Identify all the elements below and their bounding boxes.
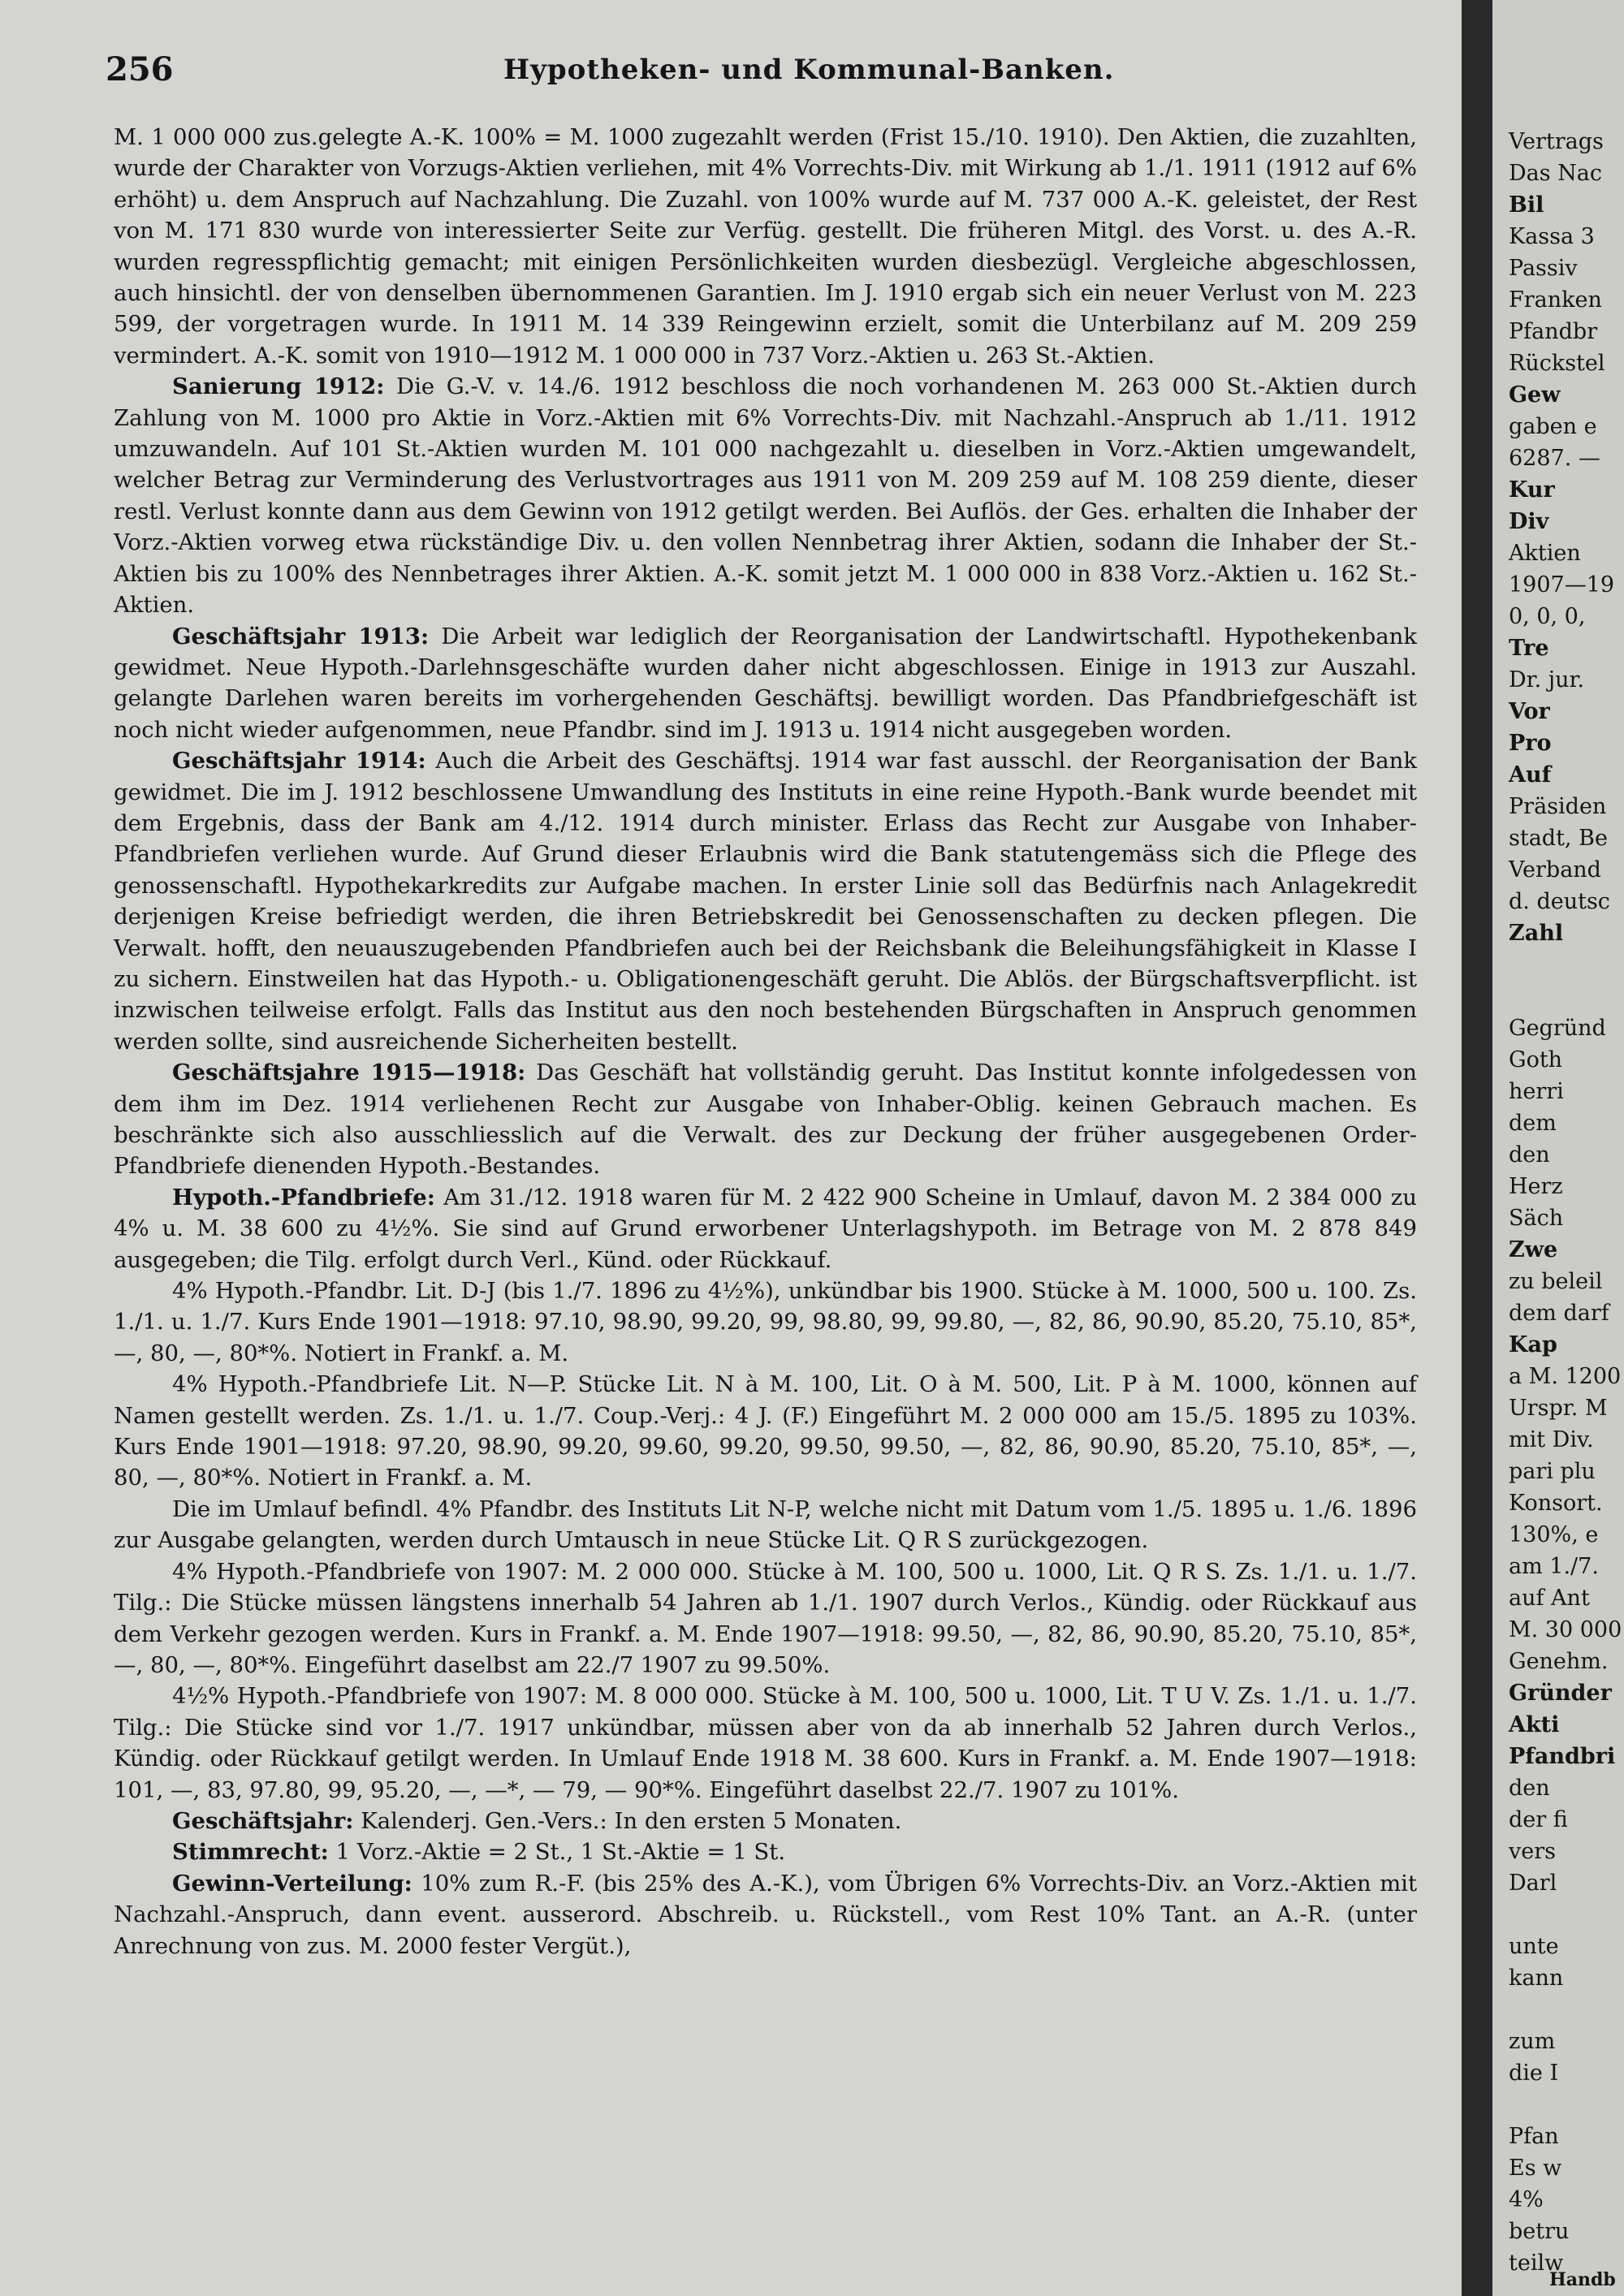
facing-page-line: a M. 1200 bbox=[1509, 1364, 1622, 1389]
paragraph-text: Die G.-V. v. 14./6. 1912 beschloss die noch vorhandenen M. 263 000 St.-Aktien durch Zahlung von M. 1000 pro Aktie in Vorz.-Aktien mit 6% Vorrechts-Div. mit Nachzahl.-Anspruch ab 1./11. 1912 umzuwandeln. Auf 101 St.-Aktien wurden M. 101 000 nachgezahlt u. dieselben in Vorz.-Aktien umgewandelt, welcher Betrag zur Verminderung des Verlustvortrages aus 1911 von M. 209 259 auf M. 108 259 diente, dieser restl. Verlust konnte dann aus dem Gewinn von 1912 getilgt werden. Bei Auflös. der Ges. erhalten die Inhaber der Vorz.-Aktien vorweg etwa rückständige Div. u. den vollen Nennbetrag ihrer Aktien, sodann die Inhaber der St.-Aktien bis zu 100% des Nennbetrages ihrer Aktien. A.-K. somit jetzt M. 1 000 000 in 838 Vorz.-Aktien u. 162 St.-Aktien. bbox=[114, 373, 1417, 619]
facing-page-line: pari plu bbox=[1509, 1459, 1596, 1484]
paragraph bbox=[114, 1275, 1417, 1369]
page-number: 256 bbox=[106, 50, 174, 88]
facing-page-line: Akti bbox=[1509, 1712, 1560, 1737]
facing-page-line: d. deutsc bbox=[1509, 889, 1610, 914]
page-body bbox=[114, 122, 1417, 1962]
paragraph-text: 1 Vorz.-Aktie = 2 St., 1 St.-Aktie = 1 St. bbox=[335, 1839, 786, 1866]
facing-page-line: dem darf bbox=[1509, 1301, 1609, 1326]
facing-page-line: Franken bbox=[1509, 287, 1602, 313]
facing-page-line: dem bbox=[1509, 1111, 1557, 1136]
facing-page-line: auf Ant bbox=[1509, 1586, 1590, 1611]
facing-page-line: Urspr. M bbox=[1509, 1396, 1608, 1421]
paragraph-lead: Geschäftsjahr 1914: bbox=[172, 748, 426, 775]
facing-page-line: herri bbox=[1509, 1079, 1564, 1104]
paragraph bbox=[114, 1494, 1417, 1556]
facing-page-line bbox=[1509, 1899, 1624, 1931]
facing-page-line: kann bbox=[1509, 1966, 1564, 1991]
facing-page-line bbox=[1509, 2089, 1624, 2121]
paragraph bbox=[114, 1369, 1417, 1494]
paragraph-lead: Gewinn-Verteilung: bbox=[172, 1870, 412, 1897]
facing-page-line bbox=[1509, 949, 1624, 981]
paragraph-text: M. 1 000 000 zus.gelegte A.-K. 100% = M. 1000 zugezahlt werden (Frist 15./10. 1910). Den Aktien, die zuzahlten, wurde der Charakter von Vorzugs-Aktien verliehen, mit 4% Vorrechts-Div. mit Wirkung ab 1./1. 1911 (1912 auf 6% erhöht) u. dem Anspruch auf Nachzahlung. Die Zuzahl. von 100% wurde auf M. 737 000 A.-K. geleistet, der Rest von M. 171 830 wurde von interessierter Seite zur Verfüg. gestellt. Die früheren Mitgl. des Vorst. u. des A.-R. wurden regresspflichtig gemacht; mit einigen Persönlichkeiten wurden diesbezügl. Vergleiche abgeschlossen, auch hinsichtl. der von denselben übernommenen Garantien. Im J. 1910 ergab sich ein neuer Verlust von M. 223 599, der vorgetragen wurde. In 1911 M. 14 339 Reingewinn erzielt, somit die Unterbilanz auf M. 209 259 vermindert. A.-K. somit von 1910—1912 M. 1 000 000 in 737 Vorz.-Aktien u. 263 St.-Aktien. bbox=[114, 124, 1417, 369]
facing-page-line bbox=[1509, 981, 1624, 1012]
facing-page-line: den bbox=[1509, 1142, 1550, 1167]
paragraph-text: 4½% Hypoth.-Pfandbriefe von 1907: M. 8 000 000. Stücke à M. 100, 500 u. 1000, Lit. T U V. Zs. 1./1. u. 1./7. Tilg.: Die Stücke sind vor 1./7. 1917 unkündbar, müssen aber von da ab innerhalb 52 Jahren durch Verlos., Kündig. oder Rückkauf getilgt werden. In Umlauf Ende 1918 M. 38 600. Kurs in Frankf. a. M. Ende 1907—1918: 101, —, 83, 97.80, 99, 95.20, —, —*, — 79, — 90*%. Eingeführt daselbst 22./7. 1907 zu 101%. bbox=[114, 1683, 1417, 1803]
facing-page-line: Rückstel bbox=[1509, 351, 1605, 376]
facing-page-line: Präsiden bbox=[1509, 794, 1607, 819]
facing-page-line: Säch bbox=[1509, 1206, 1564, 1231]
facing-page-line: Goth bbox=[1509, 1047, 1563, 1072]
facing-page-line: den bbox=[1509, 1776, 1550, 1801]
facing-page-line: 4% bbox=[1509, 2187, 1544, 2212]
facing-page-line: Es w bbox=[1509, 2156, 1562, 2181]
facing-page-line: Bil bbox=[1509, 192, 1544, 218]
facing-page-line: Pfandbri bbox=[1509, 1744, 1616, 1769]
paragraph-text: 10% zum R.-F. (bis 25% des A.-K.), vom Übrigen 6% Vorrechts-Div. an Vorz.-Aktien mit Nachzahl.-Anspruch, dann event. ausserord. Abschreib. u. Rückstell., vom Rest 10% Tant. an A.-R. (unter Anrechnung von zus. M. 2000 fester Vergüt.), bbox=[114, 1870, 1417, 1959]
paragraph-lead: Geschäftsjahre 1915—1918: bbox=[172, 1060, 526, 1086]
paragraph bbox=[114, 371, 1417, 620]
paragraph-lead: Stimmrecht: bbox=[172, 1839, 329, 1866]
facing-page-line: gaben e bbox=[1509, 414, 1597, 439]
facing-page-line: Pro bbox=[1509, 731, 1552, 756]
facing-page-line: mit Div. bbox=[1509, 1427, 1594, 1452]
facing-page-line: Passiv bbox=[1509, 256, 1578, 281]
paragraph-text: Am 31./12. 1918 waren für M. 2 422 900 Scheine in Umlauf, davon M. 2 384 000 zu 4% u. M. 38 600 zu 4½%. Sie sind auf Grund erworbener Unterlagshypoth. im Betrage von M. 2 878 849 ausgegeben; die Tilg. erfolgt durch Verl., Künd. oder Rückkauf. bbox=[114, 1184, 1418, 1273]
facing-page-line: der fi bbox=[1509, 1807, 1568, 1832]
facing-page-line: Genehm. bbox=[1509, 1649, 1609, 1674]
facing-page-line: Aktien bbox=[1509, 541, 1581, 566]
paragraph-text: 4% Hypoth.-Pfandbriefe Lit. N—P. Stücke Lit. N à M. 100, Lit. O à M. 500, Lit. P à M. 1000, können auf Namen gestellt werden. Zs. 1./1. u. 1./7. Coup.-Verj.: 4 J. (F.) Eingeführt M. 2 000 000 am 15./5. 1895 zu 103%. Kurs Ende 1901—1918: 97.20, 98.90, 99.20, 99.60, 99.20, 99.50, 99.50, —, 82, 86, 90.90, 85.20, 75.10, 85*, —, 80, —, 80*%. Notiert in Frankf. a. M. bbox=[114, 1371, 1417, 1491]
paragraph-text: 4% Hypoth.-Pfandbriefe von 1907: M. 2 000 000. Stücke à M. 100, 500 u. 1000, Lit. Q R S. Zs. 1./1. u. 1./7. Tilg.: Die Stücke müssen längstens innerhalb 54 Jahren ab 1./1. 1907 durch Verlos., Kündig. oder Rückkauf aus dem Verkehr gezogen werden. Kurs in Frankf. a. M. Ende 1907—1918: 99.50, —, 82, 86, 90.90, 85.20, 75.10, 85*, —, 80, —, 80*%. Eingeführt daselbst am 22./7 1907 zu 99.50%. bbox=[114, 1558, 1417, 1678]
facing-page-footer: Handb bbox=[1549, 2269, 1616, 2290]
facing-page-line: Das Nac bbox=[1509, 161, 1603, 186]
paragraph-text: Kalenderj. Gen.-Vers.: In den ersten 5 Monaten. bbox=[361, 1807, 902, 1834]
facing-page-line: Pfandbr bbox=[1509, 319, 1598, 344]
facing-page-line: Auf bbox=[1509, 762, 1552, 788]
paragraph bbox=[114, 621, 1417, 746]
running-head: Hypotheken- und Kommunal-Banken. bbox=[503, 54, 1115, 86]
facing-page-line: Zwe bbox=[1509, 1237, 1558, 1262]
facing-page-line: 0, 0, 0, bbox=[1509, 604, 1586, 629]
facing-page-line: Darl bbox=[1509, 1871, 1557, 1896]
facing-page-line: Pfan bbox=[1509, 2124, 1559, 2149]
facing-page-line: Gründer bbox=[1509, 1681, 1612, 1706]
paragraph bbox=[114, 122, 1417, 371]
facing-page-text bbox=[1509, 126, 1624, 2279]
facing-page-line: Herz bbox=[1509, 1174, 1563, 1199]
facing-page-line: Kassa 3 bbox=[1509, 224, 1595, 249]
facing-page-line: Kur bbox=[1509, 477, 1555, 503]
paragraph bbox=[114, 1836, 1417, 1867]
paragraph bbox=[114, 1681, 1417, 1806]
paragraph-text: 4% Hypoth.-Pfandbr. Lit. D-J (bis 1./7. 1896 zu 4½%), unkündbar bis 1900. Stücke à M. 1000, 500 u. 100. Zs. 1./1. u. 1./7. Kurs Ende 1901—1918: 97.10, 98.90, 99.20, 99, 98.80, 99, 99.80, —, 82, 86, 90.90, 85.20, 75.10, 85*, —, 80, —, 80*%. Notiert in Frankf. a. M. bbox=[114, 1278, 1417, 1366]
facing-page-line bbox=[1509, 1994, 1624, 2026]
paragraph bbox=[114, 1868, 1417, 1962]
facing-page-line: Verband bbox=[1509, 857, 1601, 883]
facing-page-line: Tre bbox=[1509, 636, 1549, 661]
facing-page-line: Gegründ bbox=[1509, 1016, 1606, 1041]
facing-page-line: 130%, e bbox=[1509, 1522, 1599, 1547]
facing-page-line: Kap bbox=[1509, 1332, 1557, 1357]
book-gutter bbox=[1462, 0, 1492, 2296]
facing-page-line: teilw bbox=[1509, 2251, 1564, 2276]
facing-page-line: Vor bbox=[1509, 699, 1550, 724]
paragraph-text: Die Arbeit war lediglich der Reorganisation der Landwirtschaftl. Hypothekenbank gewidmet. Neue Hypoth.-Darlehnsgeschäfte wurden daher nicht abgeschlossen. Einige in 1913 zur Auszahl. gelangte Darlehen waren bereits im vorhergehenden Geschäftsj. bewilligt worden. Das Pfandbriefgeschäft ist noch nicht wieder aufgenommen, neue Pfandbr. sind im J. 1913 u. 1914 nicht ausgegeben worden. bbox=[114, 623, 1417, 743]
paragraph bbox=[114, 1806, 1417, 1836]
paragraph-lead: Geschäftsjahr: bbox=[172, 1807, 354, 1834]
page-header bbox=[106, 50, 1421, 99]
paragraph-lead: Hypoth.-Pfandbriefe: bbox=[172, 1184, 435, 1211]
facing-page-line: M. 30 000 bbox=[1509, 1617, 1622, 1642]
facing-page-line: vers bbox=[1509, 1839, 1556, 1864]
facing-page-line: Zahl bbox=[1509, 921, 1564, 946]
paragraph-text: Auch die Arbeit des Geschäftsj. 1914 war fast ausschl. der Reorganisation der Bank gewidmet. Die im J. 1912 beschlossene Umwandlung des Instituts in eine reine Hypoth.-Bank wurde beendet mit dem Ergebnis, dass der Bank am 4./12. 1914 durch minister. Erlass das Recht zur Ausgabe von Inhaber-Pfandbriefen verliehen wurde. Auf Grund dieser Erlaubnis wird die Bank statutengemäss sich die Pflege des genossenschaftl. Hypothekarkredits zur Aufgabe machen. In erster Linie soll das Bedürfnis nach Anlagekredit derjenigen Kreise befriedigt werden, die ihren Betriebskredit bei Genossenschaften zu decken pflegen. Die Verwalt. hofft, den neuauszugebenden Pfandbriefen auch bei der Reichsbank die Beleihungsfähigkeit in Klasse I zu sichern. Einstweilen hat das Hypoth.- u. Obligationengeschäft geruht. Die Ablös. der Bürgschaftsverpflicht. ist inzwischen teilweise erfolgt. Falls das Institut aus den noch bestehenden Bürgschaften in Anspruch genommen werden sollte, sind ausreichende Sicherheiten bestellt. bbox=[114, 748, 1417, 1055]
facing-page-line: stadt, Be bbox=[1509, 826, 1608, 851]
facing-page-line: Konsort. bbox=[1509, 1491, 1603, 1516]
facing-page-line: Div bbox=[1509, 509, 1549, 534]
facing-page-line: am 1./7. bbox=[1509, 1554, 1599, 1579]
facing-page-line: unte bbox=[1509, 1934, 1559, 1959]
paragraph-lead: Geschäftsjahr 1913: bbox=[172, 623, 430, 650]
facing-page-line: Gew bbox=[1509, 382, 1561, 408]
facing-page-line: die I bbox=[1509, 2061, 1559, 2086]
facing-page-line: 6287. — bbox=[1509, 446, 1600, 471]
paragraph-lead: Sanierung 1912: bbox=[172, 373, 385, 400]
facing-page-line: Dr. jur. bbox=[1509, 667, 1585, 693]
paragraph bbox=[114, 1182, 1417, 1275]
facing-page-line: 1907—19 bbox=[1509, 572, 1615, 598]
paragraph-text: Die im Umlauf befindl. 4% Pfandbr. des Instituts Lit N-P, welche nicht mit Datum vom 1./5. 1895 u. 1./6. 1896 zur Ausgabe gelangten, werden durch Umtausch in neue Stücke Lit. Q R S zurückgezogen. bbox=[114, 1495, 1417, 1554]
facing-page-line: Vertrags bbox=[1509, 129, 1604, 154]
paragraph bbox=[114, 1556, 1417, 1681]
paragraph bbox=[114, 1057, 1417, 1182]
facing-page-line: zu beleil bbox=[1509, 1269, 1603, 1294]
paragraph-text: Das Geschäft hat vollständig geruht. Das Institut konnte infolgedessen von dem ihm im Dez. 1914 verliehenen Recht zur Ausgabe von Inhaber-Oblig. keinen Gebrauch machen. Es beschränkte sich also ausschliesslich auf die Verwalt. des zur Deckung der früher ausgegebenen Order-Pfandbriefe dienenden Hypoth.-Bestandes. bbox=[114, 1060, 1417, 1180]
facing-page-line: zum bbox=[1509, 2029, 1556, 2054]
facing-page-line: betru bbox=[1509, 2219, 1570, 2244]
paragraph bbox=[114, 745, 1417, 1057]
